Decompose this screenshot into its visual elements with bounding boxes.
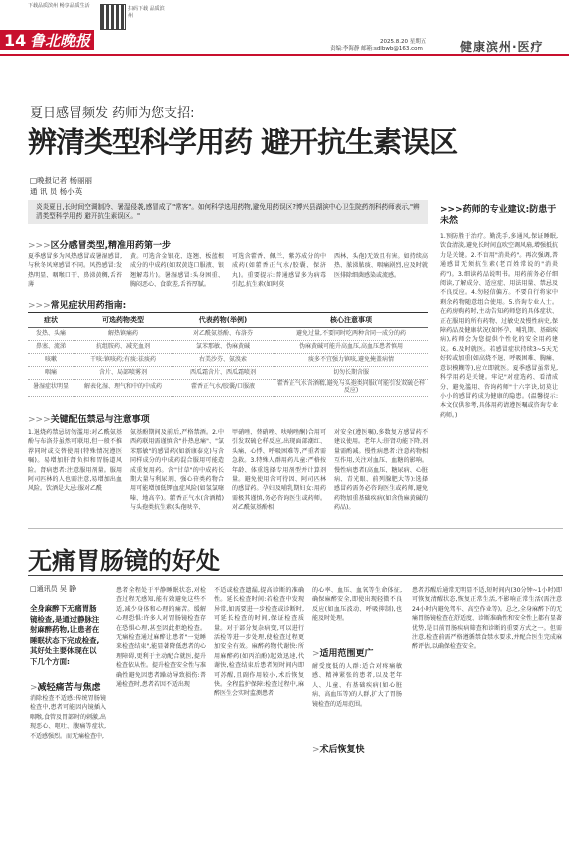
article2-column-3: 不适或检查遗漏,提高诊断的准确性。延长检查时间:若检查中发现异常,如需要进一步检查或诊断时,可延长检查的时间,保证检查质量。对于部分复杂病变,可以进行活检等进一步处理,使检查过程更加安全有效。麻醉药物代谢快:所用麻醉药(如丙泊酚)起效迅速,代谢快,检查结束后患者短时间内即可苏醒,且副作用较小,术后恢复快。全程监护保障:检查过程中,麻醉医生会实时监测患者: [214, 587, 304, 698]
table-row: [28, 380, 428, 397]
sec1-column-1: 夏季感冒多为风热感冒或暑湿感冒,与秋冬风寒感冒不同。风热感冒:发热明显、咽喉口干、鼻涕黄稠,舌苔薄: [28, 253, 122, 289]
section-heading-3-text: 关键配伍禁忌与注意事项: [50, 415, 150, 425]
article-kicker: 夏日感冒频发 药师为您支招:: [30, 106, 195, 121]
table-cell: 避免过量,不要同时吃两种含同一成分的药: [274, 328, 428, 341]
article2-subhead-3: >术后恢复快: [312, 745, 365, 755]
article2-rule: [28, 575, 563, 576]
sec1-column-2: 黄。可选含金银花、连翘、板蓝根成分的中成药(如双黄连口服液、银翘解毒片)。暑湿感冒:头身困重、胸闷恶心、食欲差,舌苔厚腻。: [130, 253, 224, 289]
article2-summary: 全身麻醉下无痛胃肠镜检查,是通过静脉注射麻醉药物,让患者在睡眠状态下完成检查,其好处主要体现在以下几个方面:: [30, 604, 100, 666]
section-heading-1: >>>区分感冒类型,精准用药第一步: [28, 241, 172, 251]
table-cell: 切勿长期含服: [274, 367, 428, 380]
qr-caption: 扫码下载 品质滨州: [128, 6, 165, 19]
table-cell: 伪麻黄碱可能升高血压,高血压患者慎用: [274, 341, 428, 354]
article2-column-1: 消除检查不适感:传统胃肠镜检查中,患者可能因内镜插入咽喉,食管及胃部时的刺激,出现恶心、呕吐、腹痛等症状,不适感强烈。而无痛检查中,: [30, 695, 106, 740]
sec3-column-3: 甲硝唑、替硝唑、呋喃唑酮)合用可引发双硫仑样反应,出现面部潮红、头痛、心悸、呼吸困难等,严重者需急救。3.特殊人群用药儿童:严格按年龄、体重选择专用剂型并计算剂量。避免使用含可待因、阿司匹林的感冒药。孕妇及哺乳期妇女:用药需极其谨慎,务必咨询医生或药师。对乙酰氨基酚相: [232, 429, 326, 512]
table-cell: 藿香正气水含酒精,避免与头孢类同服(可能引发双硫仑样反应): [274, 380, 428, 397]
header-slogan: 下载品质滨州 畅享品质生活: [28, 3, 90, 9]
table-header-cell: 代表药物(举例): [172, 313, 274, 328]
qr-code-icon: [100, 4, 126, 30]
article2-column-4: 的心率、血压、血氧等生命体征,确保麻醉安全,即使出现轻微不良反应(如血压波动、呼吸抑制),也能及时处理。: [312, 587, 402, 623]
article-headline: 辨清类型科学用药 避开抗生素误区: [28, 125, 458, 159]
section-heading-3: >>>关键配伍禁忌与注意事项: [28, 415, 150, 425]
article2-subhead-1: >减轻痛苦与焦虑: [30, 683, 101, 693]
sec3-column-2: 氨基酚期间及前后,严格禁酒。2.中西药联用需谨慎含"扑热息痛"、"氯苯那敏"的感冒药(如新康泰克)与含同样成分的中成药混合服用可能造成重复用药。含"甘草"的中成药长期大量与利尿剂、强心苷类药物合用可能增加低钾血症风险(如氢氯噻嗪、地高辛)。藿香正气水(含酒精)与头孢类抗生素(头孢呋辛、: [130, 429, 224, 512]
table-cell: 解热镇痛药: [74, 328, 172, 341]
header-rule: [0, 54, 569, 56]
table-cell: 暑湿症状明显: [28, 380, 74, 397]
section-heading-2-text: 常见症状用药指南:: [50, 301, 127, 311]
article-lead: 炎炎夏日,长时间空调制冷、暑湿侵袭,感冒成了"常客"。如何科学选用药物,避免用药误区?博兴县湖滨中心卫生院药剂科药师表示,"辨清类型科学用药 避开抗生素误区。": [36, 203, 420, 220]
table-row: [28, 341, 428, 354]
table-cell: 咽痛: [28, 367, 74, 380]
header-editor: 责编:李海静 邮箱:sdlbwb@163.com: [330, 46, 423, 52]
byline-reporter: □晚报记者 杨丽丽: [30, 176, 92, 185]
table-cell: 西瓜霜含片、西瓜霜喷剂: [172, 367, 274, 380]
sec3-column-4: 对安全(遵医嘱),多数复方感冒药不建议使用。老年人:肝肾功能下降,剂量需酌减。慢性病患者:注意药物相互作用,关注对血压、血糖的影响。慢性病患者(高血压、糖尿病、心脏病、青光眼、前列腺肥大等):选择感冒药需务必咨询医生或药师,避免药物加重基础疾病(如含伪麻黄碱的药品)。: [334, 429, 428, 512]
table-header-row: [28, 313, 428, 328]
table-row: [28, 354, 428, 367]
page-number-box: [0, 30, 94, 50]
sec3-column-1: 1.退烧药禁忌切勿滥用:对乙酰氨基酚与布洛芬虽然可联用,但一般不推荐同时或交替使用(特殊情况遵医嘱)。易增加肝肾负担和胃肠道风险。肾病患者:注意服用剂量。服用阿司匹林的人也需注意,易增加出血风险。饮酒是大忌:服对乙酰: [28, 429, 122, 493]
article2-byline: □通讯员 吴 静: [30, 585, 77, 593]
sec1-column-4: 西林、头孢)无效且有害。如持续高热、脓涕脓痰、咽痛剧烈,应及时就医排除细菌感染或流感。: [334, 253, 428, 279]
byline-correspondent: 通 讯 员 杨小英: [30, 187, 83, 196]
article2-subhead-3-text: 术后恢复快: [319, 745, 365, 755]
table-cell: 对乙酰氨基酚、布洛芬: [172, 328, 274, 341]
article2-column-5: 患者苏醒后通常无明显不适,短时间内(30分钟~1小时)即可恢复清醒状态,恢复正常生活,不影响正常生活(需注意24小时内避免驾车、高空作业等)。总之,全身麻醉下的无痛胃肠镜检查在舒适度、诊断准确性和安全性上都有显著优势,是目前胃肠疾病筛查和诊断的重要方式之一。但需注意,检查前需严格遵循禁食禁水要求,并配合医生完成麻醉评估,以确保检查安全。: [412, 587, 562, 651]
table-cell: 咳嗽: [28, 354, 74, 367]
article2-subhead-2: >适用范围更广: [312, 649, 374, 659]
table-cell: 右美沙芬、氨溴索: [172, 354, 274, 367]
table-header-cell: 可选药物类型: [74, 313, 172, 328]
article2-column-2: 患者全程处于平静睡眠状态,对检查过程无感知,能有效避免这些不适,减少身体和心理的痛苦。缓解心理恐惧:许多人对胃肠镜检查存在恐惧心理,甚至因此拒绝检查。无痛检查通过麻醉让患者"一觉睡来检查结束",能显著降低患者的心理障碍,更利于主动配合就医,提升检查依从性。提升检查安全性与准确性避免因患者躁动导致损伤:普通检查时,患者若因不适出现: [116, 587, 206, 689]
page-number: 14: [4, 31, 27, 50]
table-row: [28, 328, 428, 341]
article2-subhead-2-text: 适用范围更广: [319, 649, 374, 659]
table-row: [28, 367, 428, 380]
table-cell: 抗组胺药、减充血剂: [74, 341, 172, 354]
page-header: [0, 0, 569, 58]
section-heading-2: >>>常见症状用药指南:: [28, 301, 127, 311]
table-header-cell: 核心注意事项: [274, 313, 428, 328]
section-title: 健康滨州·医疗: [460, 40, 544, 54]
table-cell: 鼻塞、流涕: [28, 341, 74, 354]
table-header-cell: 症状: [28, 313, 74, 328]
table-cell: 解表化湿、理气和中的中成药: [74, 380, 172, 397]
header-date: 2025.8.20 星期五: [380, 39, 427, 45]
table-cell: 发热、头痛: [28, 328, 74, 341]
article2-subhead-1-text: 减轻痛苦与焦虑: [37, 683, 101, 693]
table-cell: 干咳:镇咳药;有痰:祛痰药: [74, 354, 172, 367]
drug-guide-table: [28, 312, 428, 397]
section-heading-1-text: 区分感冒类型,精准用药第一步: [50, 241, 172, 251]
paper-name: 鲁北晚报: [30, 32, 91, 50]
sidebar-title: >>>药师的专业建议:防患于未然: [440, 205, 557, 226]
article2-headline: 无痛胃肠镜的好处: [28, 547, 220, 575]
sec1-column-3: 可选含藿香、佩兰、紫苏成分的中成药(如藿香正气水/胶囊、保济丸)。重要提示:普通感冒多为病毒引起,抗生素(如阿莫: [232, 253, 326, 289]
article-divider: [28, 528, 563, 529]
table-cell: 氯苯那敏、伪麻黄碱: [172, 341, 274, 354]
sidebar-text: 1.预防胜于治疗。勤洗手,多通风,保证睡眠,饮食清淡,避免长时间直吹空调风扇,增强抵抗力是关键。2.不盲用"消炎药"。再次强调,普通感冒无须抗生素(老百姓常说的"消炎药")。3.细读药品说明书。用药前务必仔细阅读,了解成分、适应症、用法用量、禁忌及不良反应。4.勿轻信偏方。不要自行将家中剩余药物随意组合使用。5.咨询专业人士。在药房购药时,主动告知药师您的具体症状、正在服用的所有药物、过敏史及慢性病史,保障药品及健康状况(如怀孕、哺乳期、基础疾病),药师会为您提供个性化的安全用药建议。6.及时就医。若感冒症状持续3~5天无好转或加重(如高烧不退、呼吸困难、胸痛、意识模糊等),应立即就医。夏季感冒虽常见,科学用药是关键。牢记"对症选药、看清成分、避免滥用、咨询药师"十六字诀,切莫让小小的感冒药成为健康的隐患。(温馨提示:本文仅供参考,具体用药请遵医嘱或咨询专业药师。): [440, 233, 558, 419]
table-cell: 痰多不宜强力镇咳,避免掩盖病情: [274, 354, 428, 367]
table-cell: 含片、局部喷雾剂: [74, 367, 172, 380]
article2-column-4b: 耐受度低的人群:适合对疼痛敏感、精神紧张的患者,以及老年人、儿童、有基础疾病(如心脏病、高血压等)的人群,扩大了胃肠镜检查的适用范围。: [312, 663, 402, 708]
table-cell: 藿香正气水/胶囊/口服液: [172, 380, 274, 397]
